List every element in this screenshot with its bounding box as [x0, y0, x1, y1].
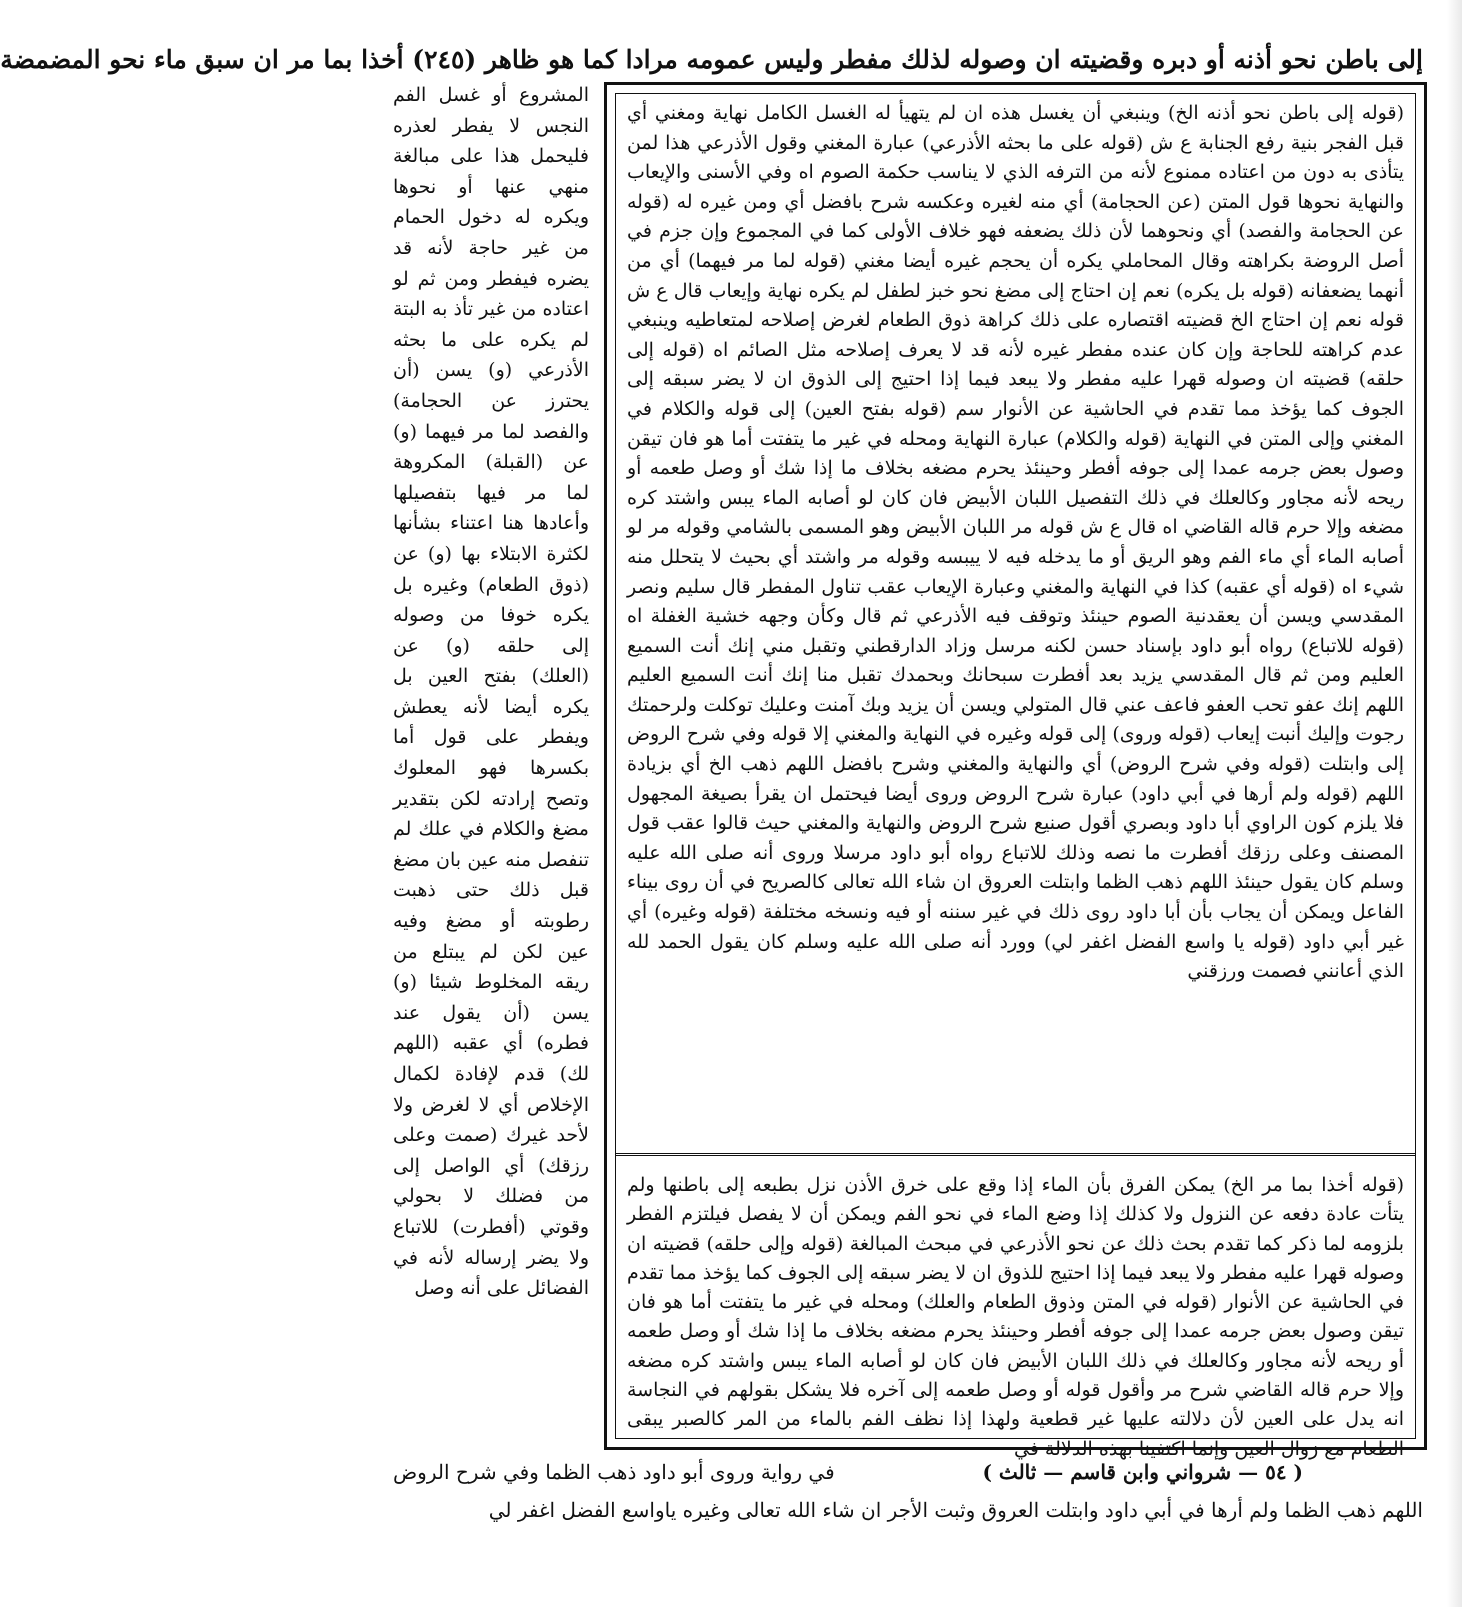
main-text: المشروع أو غسل الفم النجس لا يفطر لعذره فليحمل هذا على مبالغة منهي عنها أو نحوها ويكره له دخول الحمام من غير حاجة لأنه قد يضره فيفطر ومن ثم لو اعتاده من غير تأذ به البتة لم يكره على ما بحثه الأذرعي (و) يسن (أن يحترز عن الحجامة) والفصد لما مر فيهما (و) عن (القبلة) المكروهة لما مر فيها بتفصيلها وأعادها هنا اعتناء بشأنها لكثرة الابتلاء بها (و) عن (ذوق الطعام) وغيره بل يكره خوفا من وصوله إلى حلقه (و) عن (العلك) بفتح العين بل يكره أيضا لأنه يعطش ويفطر على قول أما بكسرها فهو المعلوك وتصح إرادته لكن بتقدير مضغ والكلام في علك لم تنفصل منه عين بان مضغ قبل ذلك حتى ذهبت رطوبته أو مضغ وفيه عين لكن لم يبتلع من ريقه المخلوط شيئا (و) يسن (أن يقول عند فطره) أي عقبه (اللهم لك) قدم لإفادة لكمال الإخلاص أي لا لغرض ولا لأحد غيرك (صمت وعلى رزقك) أي الواصل إلى من فضلك لا بحولي وقوتي (أفطرت) للاتباع ولا يضر إرساله لأنه في الفضائل على أنه وصل	[393, 84, 589, 1300]
footer-note: في رواية وروى أبو داود ذهب الظما وفي شرح الروض	[393, 1460, 835, 1484]
upper-commentary	[615, 93, 1416, 1157]
running-header: إلى باطن نحو أذنه أو دبره وقضيته ان وصوله لذلك مفطر وليس عمومه مرادا كما هو ظاهر (٢٤٥) أخذا بما مر ان سبق ماء نحو المضمضة	[0, 45, 1423, 74]
commentary-divider	[615, 1153, 1416, 1156]
upper-commentary-text: (قوله إلى باطن نحو أذنه الخ) وينبغي أن يغسل هذه ان لم يتهيأ له الغسل الكامل نهاية ومغني أي قبل الفجر بنية رفع الجنابة ع ش (قوله على ما بحثه الأذرعي) عبارة المغني وقول الأذرعي هذا لمن يتأذى به دون من اعتاده ممنوع لأنه من الترفه الذي لا يناسب حكمة الصوم اه وفي الأسنى والإيعاب والنهاية نحوها قول المتن (عن الحجامة) أي منه لغيره وعكسه شرح بافضل أي ومن غيره له (قوله عن الحجامة والفصد) أي ونحوهما لأن ذلك يضعفه فهو خلاف الأولى كما في المجموع وإن جزم في أصل الروضة بكراهته وقال المحاملي يكره أن يحجم غيره أيضا مغني (قوله لما مر فيهما) أي من أنهما يضعفانه (قوله بل يكره) نعم إن احتاج إلى مضغ نحو خبز لطفل لم يكره نهاية وإيعاب قال ع ش قوله نعم إن احتاج الخ قضيته اقتصاره على ذلك كراهة ذوق الطعام لغرض إصلاحه لمتعاطيه وينبغي عدم كراهته للحاجة وإن كان عنده مفطر غيره لأنه قد لا يعرف إصلاحه مثل الصائم اه (قوله إلى حلقه) قضيته ان وصوله قهرا عليه مفطر ولا يبعد فيما إذا احتيج إلى الذوق ان لا يضر سبقه إلى الجوف كما يؤخذ مما تقدم في الحاشية عن الأنوار سم (قوله بفتح العين) إلى قوله والكلام في المغني وإلى المتن في النهاية (قوله والكلام) عبارة النهاية ومحله في غير ما يتفتت أما هو فان تيقن وصول بعض جرمه عمدا إلى جوفه أفطر وحينئذ يحرم مضغه بخلاف ما إذا شك أو وصل طعمه أو ريحه لأنه مجاور وكالعلك في ذلك التفصيل اللبان الأبيض فان كان لو أصابه الماء يبس واشتد كره مضغه وإلا حرم قاله القاضي اه قال ع ش قوله مر اللبان الأبيض وهو المسمى بالشامي وقوله مر لو أصابه الماء أي ماء الفم وهو الريق أو ما يدخله فيه لا ييبسه وقوله مر واشتد أي بحيث لا يتحلل منه شيء اه (قوله أي عقبه) كذا في النهاية والمغني وعبارة الإيعاب عقب تناول المفطر قال سليم ونصر المقدسي ويسن أن يعقدنية الصوم حينئذ وتوقف فيه الأذرعي ثم قال وكأن وجهه خشية الغفلة اه (قوله للاتباع) رواه أبو داود بإسناد حسن لكنه مرسل وزاد الدارقطني وتقبل مني إنك أنت السميع العليم ومن ثم قال المقدسي يزيد بعد أفطرت سبحانك وبحمدك تقبل منا إنك أنت السميع العليم اللهم إنك عفو تحب العفو فاعف عني قال المتولي ويسن أن يزيد وبك آمنت وعليك توكلت ولرحمتك رجوت وإليك أنبت إيعاب (قوله وروى) إلى قوله وغيره في النهاية والمغني إلا قوله وفي شرح الروض إلى وابتلت (قوله وفي شرح الروض) أي والنهاية والمغني وشرح بافضل اللهم ذهب الخ أي بزيادة اللهم (قوله ولم أرها في أبي داود) عبارة شرح الروض وروى أيضا فيحتمل ان يقرأ بصيغة المجهول فلا يلزم كون الراوي أبا داود وبصري أقول صنيع شرح الروض والنهاية والمغني حيث قالوا عقب قول المصنف وعلى رزقك أفطرت ما نصه وذلك للاتباع رواه أبو داود مرسلا وروى أنه صلى الله عليه وسلم كان يقول حينئذ اللهم ذهب الظما وابتلت العروق ان شاء الله تعالى كالصريح في أن روى بيناء الفاعل ويمكن أن يجاب بأن أبا داود روى ذلك في غير سننه أو فيه ونسخه مختلفة (قوله وغيره) أي غير أبي داود (قوله يا واسع الفضل اغفر لي) وورد أنه صلى الله عليه وسلم كان يقول الحمد لله الذي أعانني فصمت ورزقني	[627, 102, 1404, 983]
lower-commentary-text: (قوله أخذا بما مر الخ) يمكن الفرق بأن الماء إذا وقع على خرق الأذن نزل بطبعه إلى باطنها ولم يتأت عادة دفعه عن النزول ولا كذلك إذا وضع الماء في نحو الفم ويمكن أن لا يفصل فيلتزم الفطر بلزومه لما ذكر كما تقدم بحث ذلك عن نحو الأذرعي في مبحث المبالغة (قوله وإلى حلقه) قضيته ان وصوله قهرا عليه مفطر ولا يبعد فيما إذا احتيج للذوق ان لا يضر سبقه إلى الجوف كما يؤخذ مما تقدم في الحاشية عن الأنوار (قوله في المتن وذوق الطعام والعلك) ومحله في غير ما يتفتت أما هو فان تيقن وصول بعض جرمه عمدا إلى جوفه أفطر وحينئذ يحرم مضغه بخلاف ما إذا شك أو وصل طعمه أو ريحه لأنه مجاور وكالعلك في ذلك اللبان الأبيض فان كان لو أصابه الماء يبس واشتد كره مضغه وإلا حرم قاله القاضي شرح مر وأقول قوله أو وصل طعمه إلى آخره فلا يشكل بقولهم في النجاسة انه يدل على العين لأن دلالته عليها غير قطعية ولهذا إذا نظف الفم بالماء من المر كالصبر يبقى الطعام مع زوال العين وإنما اكتفينا بهذه الدلالة في	[627, 1174, 1404, 1460]
main-text-column	[393, 80, 589, 1452]
lower-commentary	[615, 1167, 1416, 1460]
page-footer	[393, 1454, 1423, 1490]
commentary-frame	[604, 82, 1427, 1460]
scan-edge-shadow	[1447, 0, 1462, 1607]
footer-signature: ( ٥٤ — شرواني وابن قاسم — ثالث )	[982, 1460, 1303, 1484]
footnote-line: اللهم ذهب الظما ولم أرها في أبي داود وابتلت العروق وثبت الأجر ان شاء الله تعالى وغيره ياواسع الفضل اغفر لي	[488, 1498, 1423, 1522]
